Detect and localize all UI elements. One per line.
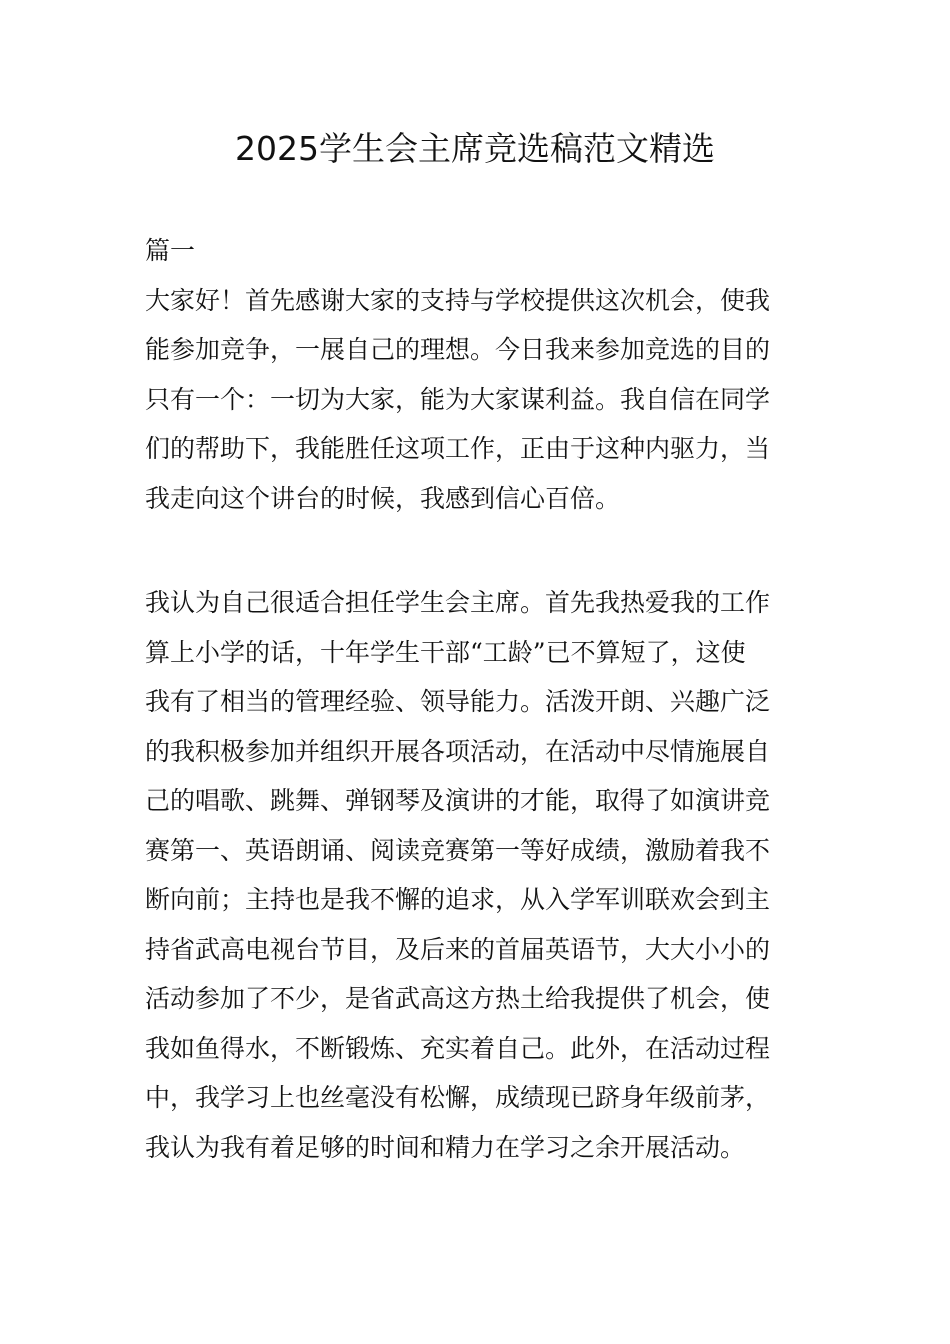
- section-label: 篇一: [145, 236, 196, 265]
- paragraph-line: 中，我学习上也丝毫没有松懈，成绩现已跻身年级前茅，: [145, 1083, 771, 1112]
- paragraph-1: [145, 276, 810, 524]
- paragraph-line: 算上小学的话，十年学生干部“工龄”已不算短了，这使: [145, 637, 746, 667]
- paragraph-line: 大家好！首先感谢大家的支持与学校提供这次机会，使我: [145, 285, 771, 315]
- paragraph-line: 活动参加了不少，是省武高这方热土给我提供了机会，使: [145, 984, 771, 1013]
- paragraph-line: 我认为我有着足够的时间和精力在学习之余开展活动。: [145, 1132, 746, 1162]
- document-title: 2025学生会主席竞选稿范文精选: [235, 129, 715, 168]
- paragraph-spacer: [145, 523, 810, 578]
- paragraph-line: 赛第一、英语朗诵、阅读竞赛第一等好成绩，激励着我不: [145, 835, 771, 865]
- paragraph-line: 己的唱歌、跳舞、弹钢琴及演讲的才能，取得了如演讲竞: [145, 786, 771, 815]
- paragraph-line: 的我积极参加并组织开展各项活动，在活动中尽情施展自: [145, 736, 771, 766]
- paragraph-2: [145, 578, 810, 1172]
- paragraph-line: 断向前；主持也是我不懈的追求，从入学军训联欢会到主: [145, 885, 771, 914]
- document-body: [145, 226, 810, 1172]
- paragraph-line: 我认为自己很适合担任学生会主席。首先我热爱我的工作: [145, 588, 771, 617]
- paragraph-line: 我有了相当的管理经验、领导能力。活泼开朗、兴趣广泛: [145, 687, 771, 716]
- paragraph-line: 持省武高电视台节目，及后来的首届英语节，大大小小的: [145, 934, 771, 964]
- paragraph-line: 能参加竞争，一展自己的理想。今日我来参加竞选的目的: [145, 335, 771, 364]
- paragraph-line: 我走向这个讲台的时候，我感到信心百倍。: [145, 483, 621, 513]
- paragraph-line: 我如鱼得水，不断锻炼、充实着自己。此外，在活动过程: [145, 1033, 771, 1063]
- paragraph-line: 们的帮助下，我能胜任这项工作，正由于这种内驱力，当: [145, 434, 771, 463]
- paragraph-line: 只有一个：一切为大家，能为大家谋利益。我自信在同学: [145, 384, 771, 414]
